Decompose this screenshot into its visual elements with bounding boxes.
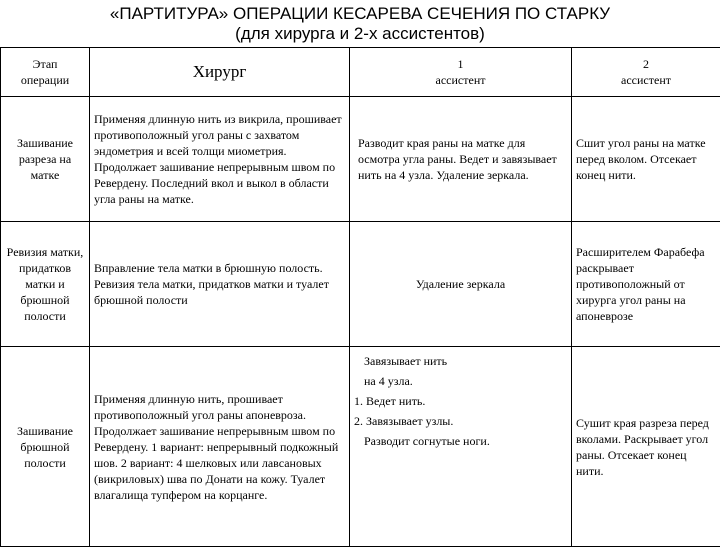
- list-item: Завязывает нить: [354, 351, 567, 371]
- assistant2-cell: Сушит края разреза перед вколами. Раскрывает угол раны. Отсекает конец нити.: [572, 347, 720, 547]
- table-row: [1, 97, 720, 222]
- header-assistant-1: 1 ассистент: [350, 48, 572, 97]
- header-row: [1, 48, 720, 97]
- list-item: на 4 узла.: [354, 371, 567, 391]
- stage-cell: Зашивание брюшной полости: [1, 347, 90, 547]
- title-line-2: (для хирурга и 2-х ассистентов): [0, 24, 720, 44]
- surgeon-cell: Применяя длинную нить, прошивает противоположный угол раны апоневроза. Продолжает зашивание непрерывным швом по Ревердену. 1 вариант: непрерывный подкожный шов. 2 вариант: 4 шелковых или лавсановых (викриловых) шва по Донати на кожу. Туалет влагалища тупфером на корцанге.: [90, 347, 350, 547]
- assistant1-cell: Разводит края раны на матке для осмотра угла раны. Ведет и завязывает нить на 4 узла. Удаление зеркала.: [350, 97, 572, 222]
- assistant2-cell: Сшит угол раны на матке перед вколом. Отсекает конец нити.: [572, 97, 720, 222]
- stage-cell: Ревизия матки, придатков матки и брюшной полости: [1, 222, 90, 347]
- assistant2-cell: Расширителем Фарабефа раскрывает противоположный от хирурга угол раны на апоневрозе: [572, 222, 720, 347]
- surgeon-cell: Вправление тела матки в брюшную полость. Ревизия тела матки, придатков матки и туалет брюшной полости: [90, 222, 350, 347]
- operation-table: [0, 47, 720, 547]
- header-stage: Этап операции: [1, 48, 90, 97]
- assistant1-cell: [350, 347, 572, 547]
- header-surgeon: Хирург: [90, 48, 350, 97]
- table-row: [1, 347, 720, 547]
- surgeon-cell: Применяя длинную нить из викрила, прошивает противоположный угол раны с захватом эндометрия и всей толщи миометрия. Продолжает зашивание непрерывным швом по Ревердену. Последний вкол и выкол в области угла раны на матке.: [90, 97, 350, 222]
- assistant1-cell: Удаление зеркала: [350, 222, 572, 347]
- page-title: [0, 4, 720, 44]
- stage-cell: Зашивание разреза на матке: [1, 97, 90, 222]
- list-item: 1. Ведет нить.: [354, 391, 567, 411]
- title-line-1: «ПАРТИТУРА» ОПЕРАЦИИ КЕСАРЕВА СЕЧЕНИЯ ПО СТАРКУ: [0, 4, 720, 24]
- list-item: Разводит согнутые ноги.: [354, 431, 567, 451]
- list-item: 2. Завязывает узлы.: [354, 411, 567, 431]
- assistant1-list: [354, 351, 567, 451]
- table-row: [1, 222, 720, 347]
- header-assistant-2: 2 ассистент: [572, 48, 720, 97]
